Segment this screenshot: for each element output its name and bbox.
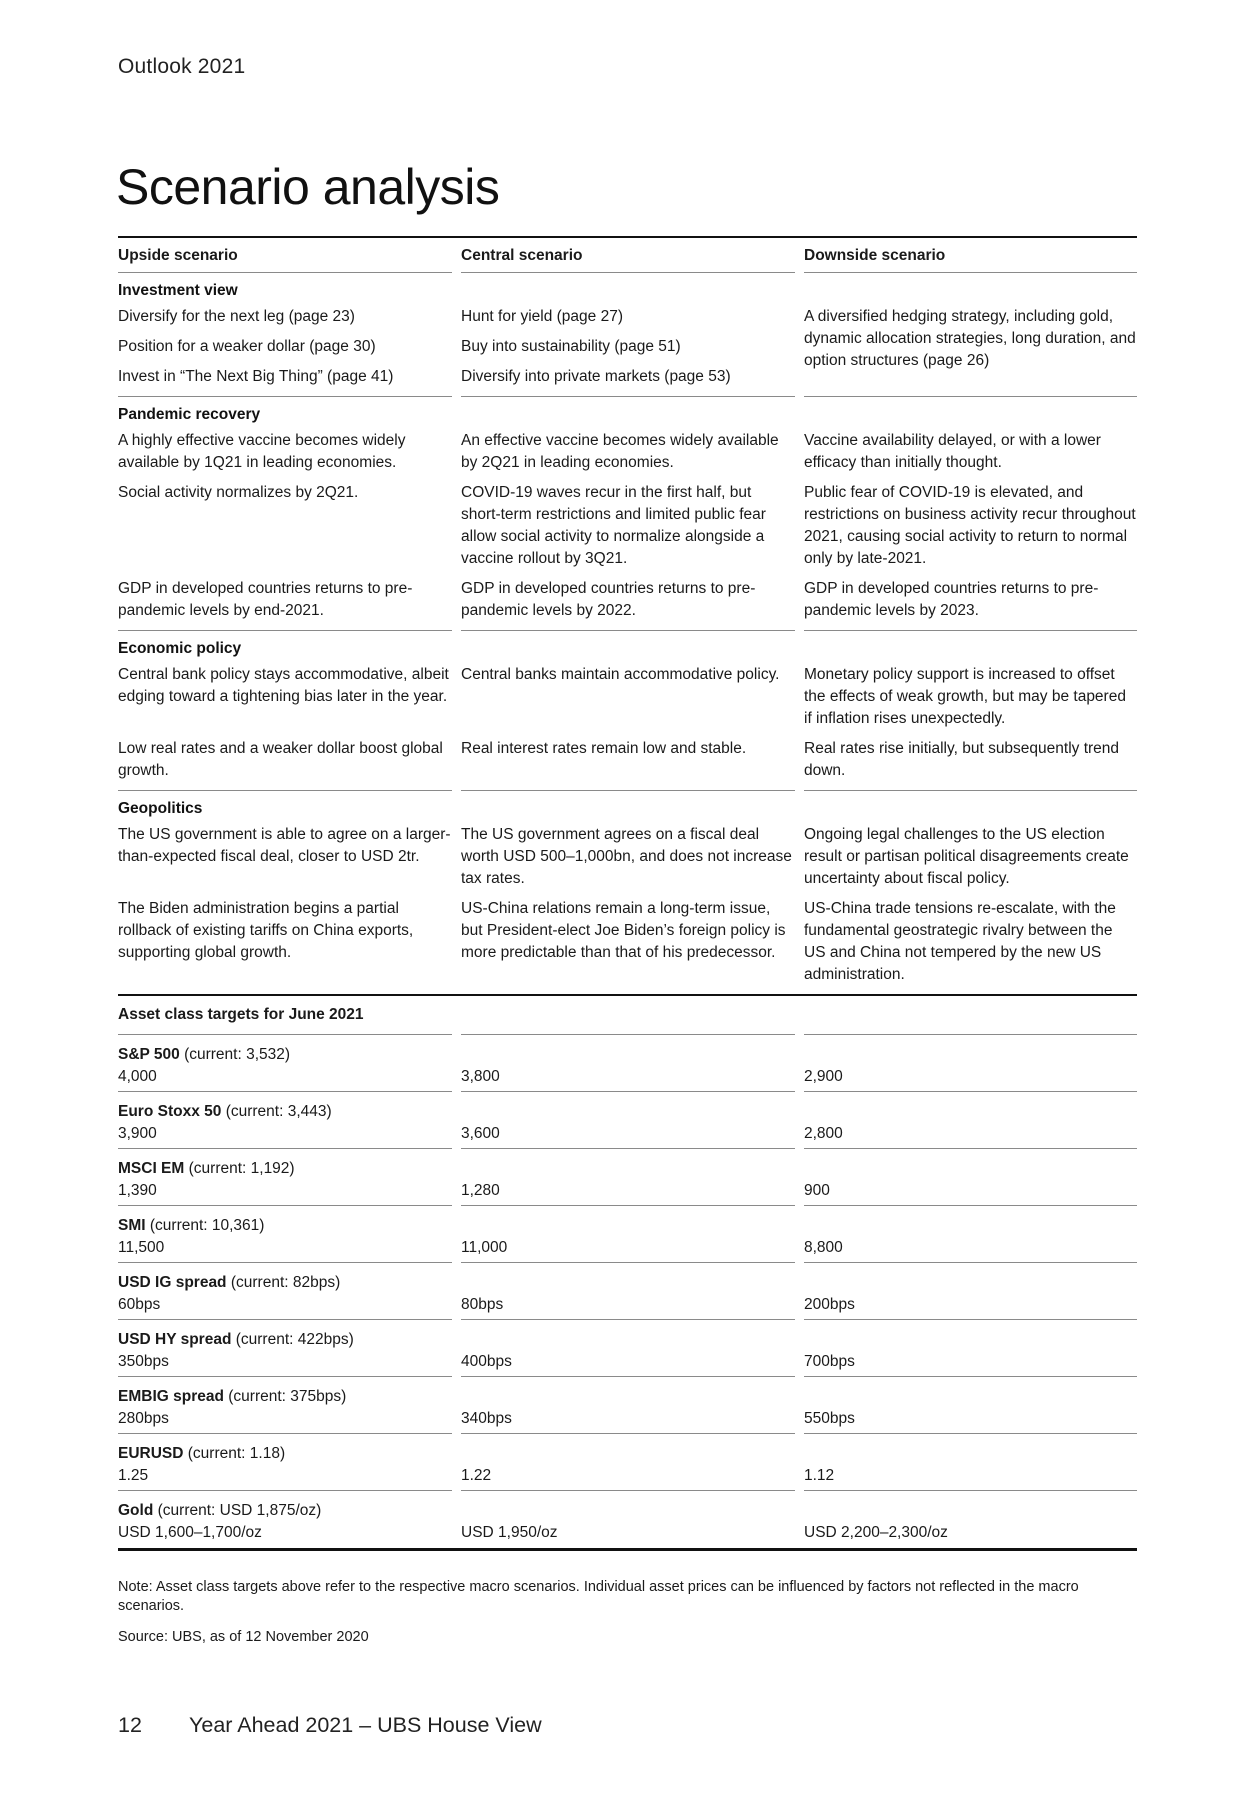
asset-cell-downside [804,1092,1137,1149]
asset-spacer [461,1044,795,1066]
table-header-row [118,238,1137,273]
source-text: Source: UBS, as of 12 November 2020 [118,1629,369,1645]
cell-central [461,660,795,791]
asset-row [118,1263,1137,1320]
asset-name: Gold [118,1502,154,1519]
asset-target-upside: 3,900 [118,1125,157,1142]
asset-target-central: 80bps [461,1296,504,1313]
asset-cell-central [461,1320,795,1377]
asset-label [118,1443,452,1465]
cell-downside [804,426,1137,631]
asset-spacer [804,1500,1137,1522]
asset-label [118,1500,452,1522]
asset-spacer [461,1500,795,1522]
asset-cell-central [461,1434,795,1491]
scenario-paragraph: A diversified hedging strategy, including gold, dynamic allocation strategies, long duration, and option structures (page 26) [804,308,1136,369]
publication-title: Year Ahead 2021 – UBS House View [189,1713,542,1737]
asset-cell-downside [804,1149,1137,1206]
asset-label [118,1215,452,1237]
scenario-paragraph: Monetary policy support is increased to offset the effects of weak growth, but may be tapered if inflation rises unexpectedly. [804,666,1126,727]
asset-cell-central [461,1206,795,1263]
asset-spacer [461,1386,795,1408]
asset-target-upside: 280bps [118,1410,169,1427]
asset-row [118,1434,1137,1491]
column-header-upside: Upside scenario [118,238,452,273]
scenario-paragraph: Diversify for the next leg (page 23) [118,308,355,325]
asset-cell-central [461,1263,795,1320]
asset-target-upside: 1.25 [118,1467,149,1484]
asset-spacer [804,1272,1137,1294]
asset-spacer [804,1443,1137,1465]
section-row [118,660,1137,791]
cell-central [461,426,795,631]
asset-row [118,1320,1137,1377]
asset-label [118,1158,452,1180]
asset-target-downside: 1.12 [804,1467,835,1484]
asset-current-value: (current: 422bps) [235,1331,354,1348]
asset-target-upside: 11,500 [118,1239,165,1256]
asset-label [118,1329,452,1351]
asset-name: EURUSD [118,1445,184,1462]
section-pandemic-recovery [118,397,1137,631]
asset-name: USD IG spread [118,1274,227,1291]
table-bottom-rule [118,1548,1137,1551]
assets-header-row [118,996,1137,1035]
asset-row [118,1377,1137,1434]
asset-label [118,1386,452,1408]
asset-target-upside: 4,000 [118,1068,157,1085]
scenario-sections [118,273,1137,994]
asset-target-central: 11,000 [461,1239,508,1256]
page-number: 12 [118,1713,142,1737]
asset-target-downside: 900 [804,1182,830,1199]
asset-row [118,1206,1137,1263]
asset-cell-upside [118,1149,452,1206]
asset-cell-central [461,1035,795,1092]
asset-target-central: 340bps [461,1410,512,1427]
asset-label [118,1044,452,1066]
asset-cell-downside [804,1491,1137,1548]
section-economic-policy [118,631,1137,791]
asset-cell-downside [804,1035,1137,1092]
asset-spacer [804,1215,1137,1237]
asset-cell-central [461,1092,795,1149]
asset-cell-upside [118,1263,452,1320]
scenario-paragraph: The US government agrees on a fiscal deal worth USD 500–1,000bn, and does not increase tax rates. [461,826,792,887]
section-row [118,426,1137,631]
asset-cell-upside [118,1320,452,1377]
asset-target-downside: 2,900 [804,1068,843,1085]
asset-name: EMBIG spread [118,1388,224,1405]
asset-target-downside: 8,800 [804,1239,843,1256]
asset-spacer [804,1044,1137,1066]
asset-current-value: (current: 1,192) [188,1160,295,1177]
asset-spacer [461,1158,795,1180]
scenario-paragraph: Ongoing legal challenges to the US election result or partisan political disagreements create uncertainty about fiscal policy. [804,826,1129,887]
asset-target-downside: 550bps [804,1410,855,1427]
scenario-paragraph: US-China relations remain a long-term issue, but President-elect Joe Biden’s foreign policy is more predictable than that of his predecessor. [461,900,786,961]
scenario-paragraph: GDP in developed countries returns to pre-pandemic levels by end-2021. [118,580,413,619]
asset-current-value: (current: 1.18) [187,1445,286,1462]
asset-spacer [804,1158,1137,1180]
cell-upside [118,660,452,791]
asset-target-central: 3,600 [461,1125,500,1142]
scenario-paragraph: The Biden administration begins a partial rollback of existing tariffs on China exports, supporting global growth. [118,900,414,961]
section-title: Economic policy [118,640,242,657]
cell-downside [804,660,1137,791]
asset-spacer [804,1386,1137,1408]
scenario-paragraph: Buy into sustainability (page 51) [461,338,681,355]
asset-name: USD HY spread [118,1331,232,1348]
section-title: Investment view [118,282,238,299]
assets-title: Asset class targets for June 2021 [118,996,452,1035]
notes [118,1578,1098,1659]
asset-target-upside: USD 1,600–1,700/oz [118,1524,262,1541]
asset-cell-downside [804,1320,1137,1377]
asset-target-downside: 2,800 [804,1125,843,1142]
cell-upside [118,302,452,397]
asset-name: MSCI EM [118,1160,185,1177]
asset-spacer [461,1329,795,1351]
scenario-paragraph: US-China trade tensions re-escalate, with the fundamental geostrategic rivalry between the US and China not tempered by the new US administration. [804,900,1116,983]
asset-row [118,1092,1137,1149]
asset-target-downside: 200bps [804,1296,855,1313]
scenario-paragraph: Public fear of COVID-19 is elevated, and restrictions on business activity recur throughout 2021, causing social activity to return to normal only by late-2021. [804,484,1136,567]
asset-target-central: 1.22 [461,1467,492,1484]
scenario-paragraph: Real interest rates remain low and stable. [461,740,747,757]
asset-cell-upside [118,1092,452,1149]
scenario-paragraph: Diversify into private markets (page 53) [461,368,731,385]
scenario-paragraph: The US government is able to agree on a larger-than-expected fiscal deal, closer to USD 2tr. [118,826,451,865]
asset-row [118,1491,1137,1548]
scenario-paragraph: Low real rates and a weaker dollar boost global growth. [118,740,443,779]
scenario-paragraph: COVID-19 waves recur in the first half, but short-term restrictions and limited public fear allow social activity to normalize alongside a vaccine rollout by 3Q21. [461,484,766,567]
asset-cell-upside [118,1377,452,1434]
asset-spacer [804,1329,1137,1351]
scenario-paragraph: A highly effective vaccine becomes widely available by 1Q21 in leading economies. [118,432,406,471]
asset-current-value: (current: 3,532) [184,1046,291,1063]
asset-spacer [461,1443,795,1465]
column-header-central: Central scenario [461,238,795,273]
note-text: Note: Asset class targets above refer to the respective macro scenarios. Individual asset prices can be influenced by factors not reflected in the macro scenarios. [118,1579,1079,1614]
scenario-paragraph: Vaccine availability delayed, or with a lower efficacy than initially thought. [804,432,1101,471]
assets-header-spacer [461,996,795,1035]
section-row [118,302,1137,397]
scenario-paragraph: GDP in developed countries returns to pre-pandemic levels by 2023. [804,580,1099,619]
asset-target-central: 400bps [461,1353,512,1370]
scenario-paragraph: Real rates rise initially, but subsequently trend down. [804,740,1120,779]
asset-row [118,1149,1137,1206]
asset-spacer [804,1101,1137,1123]
section-title: Pandemic recovery [118,406,261,423]
asset-cell-downside [804,1263,1137,1320]
page-footer [118,1713,542,1738]
asset-target-central: 3,800 [461,1068,500,1085]
asset-cell-central [461,1491,795,1548]
scenario-paragraph: Social activity normalizes by 2Q21. [118,484,359,501]
asset-current-value: (current: 3,443) [225,1103,332,1120]
asset-target-upside: 60bps [118,1296,161,1313]
asset-cell-downside [804,1377,1137,1434]
asset-cell-upside [118,1206,452,1263]
asset-target-central: 1,280 [461,1182,500,1199]
page-title: Scenario analysis [116,159,500,215]
asset-current-value: (current: 10,361) [149,1217,265,1234]
section-geopolitics [118,791,1137,994]
scenario-paragraph: GDP in developed countries returns to pre-pandemic levels by 2022. [461,580,756,619]
asset-label [118,1101,452,1123]
asset-spacer [461,1272,795,1294]
asset-rows [118,1035,1137,1548]
asset-label [118,1272,452,1294]
asset-name: S&P 500 [118,1046,180,1063]
scenario-paragraph: Position for a weaker dollar (page 30) [118,338,376,355]
cell-central [461,302,795,397]
asset-cell-downside [804,1434,1137,1491]
asset-cell-upside [118,1491,452,1548]
asset-target-upside: 350bps [118,1353,169,1370]
asset-name: SMI [118,1217,146,1234]
asset-current-value: (current: USD 1,875/oz) [157,1502,322,1519]
asset-spacer [461,1101,795,1123]
scenario-paragraph: Invest in “The Next Big Thing” (page 41) [118,368,394,385]
assets-header-spacer [804,996,1137,1035]
cell-upside [118,820,452,994]
running-head: Outlook 2021 [118,55,246,78]
scenario-paragraph: An effective vaccine becomes widely available by 2Q21 in leading economies. [461,432,779,471]
asset-row [118,1035,1137,1092]
asset-spacer [461,1215,795,1237]
cell-downside [804,302,1137,397]
asset-cell-central [461,1377,795,1434]
asset-cell-central [461,1149,795,1206]
section-investment-view [118,273,1137,397]
scenario-paragraph: Hunt for yield (page 27) [461,308,623,325]
asset-target-central: USD 1,950/oz [461,1524,558,1541]
asset-current-value: (current: 375bps) [228,1388,347,1405]
scenario-table [118,236,1137,1551]
asset-cell-upside [118,1434,452,1491]
asset-name: Euro Stoxx 50 [118,1103,222,1120]
cell-central [461,820,795,994]
asset-cell-downside [804,1206,1137,1263]
cell-upside [118,426,452,631]
asset-target-upside: 1,390 [118,1182,157,1199]
asset-target-downside: USD 2,200–2,300/oz [804,1524,948,1541]
section-row [118,820,1137,994]
column-header-downside: Downside scenario [804,238,1137,273]
section-title: Geopolitics [118,800,203,817]
asset-cell-upside [118,1035,452,1092]
scenario-paragraph: Central bank policy stays accommodative, albeit edging toward a tightening bias later in the year. [118,666,449,705]
asset-current-value: (current: 82bps) [230,1274,341,1291]
cell-downside [804,820,1137,994]
scenario-paragraph: Central banks maintain accommodative policy. [461,666,780,683]
asset-target-downside: 700bps [804,1353,855,1370]
